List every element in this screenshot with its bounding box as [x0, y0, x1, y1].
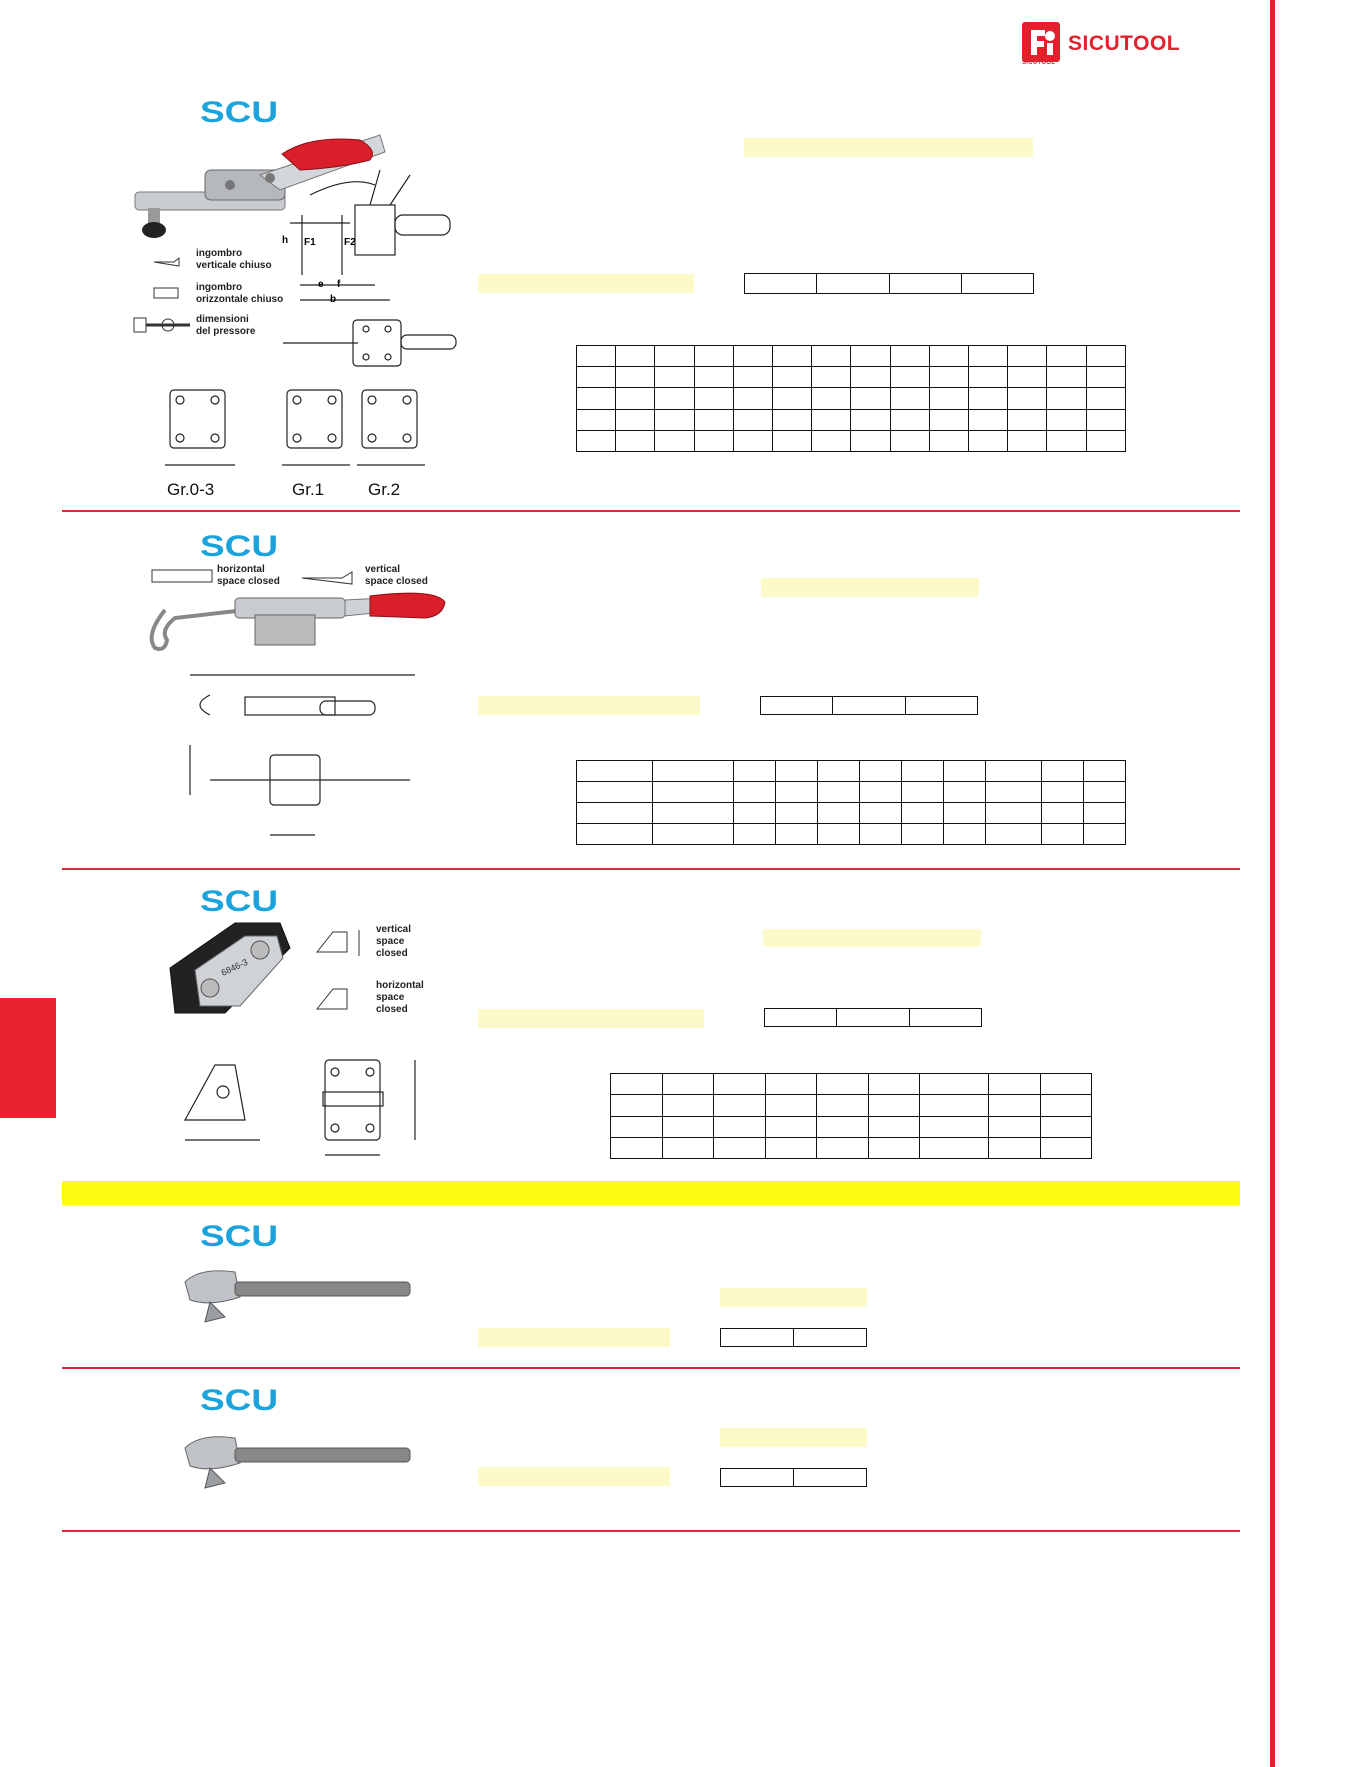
- code-highlight-2: [478, 696, 700, 715]
- section-divider-2: [62, 868, 1240, 870]
- svg-text:SCU: SCU: [200, 530, 278, 563]
- code-highlight-4: [478, 1328, 670, 1347]
- caption-gr-2: Gr.2: [368, 480, 401, 499]
- brand-subtext: SICUTOOL: [1022, 60, 1056, 66]
- clamp-top-diagram: [278, 315, 478, 370]
- spec-table-1: [576, 345, 1126, 452]
- brand-logo: [1022, 20, 1218, 70]
- title-highlight-1: [744, 138, 1033, 157]
- part-number: 6846-3: [219, 956, 250, 978]
- dim-h: h: [282, 235, 289, 246]
- scu-logo-1: [200, 98, 280, 128]
- section-divider-5: [62, 1530, 1240, 1532]
- spindle-icon: [132, 312, 192, 338]
- label-vertical-space-3: vertical space closed: [376, 924, 412, 959]
- scu-logo-3: [200, 887, 280, 917]
- right-edge-bar: [1270, 0, 1275, 1767]
- scu-logo-text: SCU: [200, 96, 278, 129]
- label-horizontal-space-3: horizontal space closed: [376, 980, 424, 1015]
- variant-table-4: [720, 1328, 867, 1347]
- variant-table-2: [760, 696, 978, 715]
- fork-rod-photo-1: [180, 1262, 415, 1332]
- label-vertical-space: vertical space closed: [365, 564, 428, 587]
- fork-rod-photo-2: [180, 1428, 415, 1498]
- scu-logo-5: [200, 1386, 280, 1416]
- svg-text:SCU: SCU: [200, 1384, 278, 1417]
- scu-logo-4: [200, 1222, 280, 1252]
- label-ingombro-verticale: ingombro verticale chiuso: [196, 248, 272, 271]
- vertical-closed-icon: [152, 252, 182, 272]
- spec-table-2: [576, 760, 1126, 845]
- section-divider-1: [62, 510, 1240, 512]
- code-highlight-1: [478, 274, 694, 293]
- side-section-tab: [0, 998, 56, 1118]
- title-highlight-4: [720, 1288, 867, 1307]
- hook-clamp-photo: [145, 590, 450, 665]
- variant-table-3: [764, 1008, 982, 1027]
- label-ingombro-orizzontale: ingombro orizzontale chiuso: [196, 282, 284, 305]
- dim-e: e: [318, 279, 324, 290]
- base-plate-diagrams: [145, 370, 465, 485]
- hook-clamp-diagrams: [170, 665, 430, 855]
- vertical-space-icon-3: [313, 928, 368, 958]
- section-band-yellow: [62, 1181, 1240, 1205]
- title-highlight-5: [720, 1428, 867, 1447]
- label-horizontal-space: horizontal space closed: [217, 564, 280, 587]
- svg-text:SCU: SCU: [200, 1220, 278, 1253]
- code-highlight-3: [478, 1009, 704, 1028]
- code-highlight-5: [478, 1467, 670, 1486]
- variant-table-1: [744, 273, 1034, 294]
- label-dimensioni-pressore: dimensioni del pressore: [196, 314, 256, 337]
- dim-b: b: [330, 294, 337, 305]
- weld-clamp-photo: [165, 918, 305, 1018]
- brand-mark-icon: [1022, 22, 1060, 62]
- weld-clamp-diagrams: [175, 1030, 430, 1170]
- variant-table-5: [720, 1468, 867, 1487]
- caption-gr-0-3: Gr.0-3: [167, 480, 215, 499]
- dim-f1: F1: [304, 237, 316, 248]
- dim-f2: F2: [344, 237, 356, 248]
- brand-name: SICUTOOL: [1068, 32, 1181, 55]
- vertical-space-icon: [300, 566, 360, 590]
- dim-f: f: [337, 279, 341, 290]
- section-divider-4: [62, 1367, 1240, 1369]
- caption-gr-1: Gr.1: [292, 480, 325, 499]
- scu-logo-2: [200, 532, 280, 562]
- clamp-side-diagram: [280, 165, 470, 315]
- title-highlight-3: [763, 929, 981, 947]
- title-highlight-2: [761, 578, 979, 597]
- horizontal-closed-icon: [152, 284, 182, 304]
- horizontal-space-icon-3: [313, 985, 368, 1015]
- horizontal-space-icon: [150, 566, 220, 590]
- spec-table-3: [610, 1073, 1092, 1159]
- svg-text:SCU: SCU: [200, 885, 278, 918]
